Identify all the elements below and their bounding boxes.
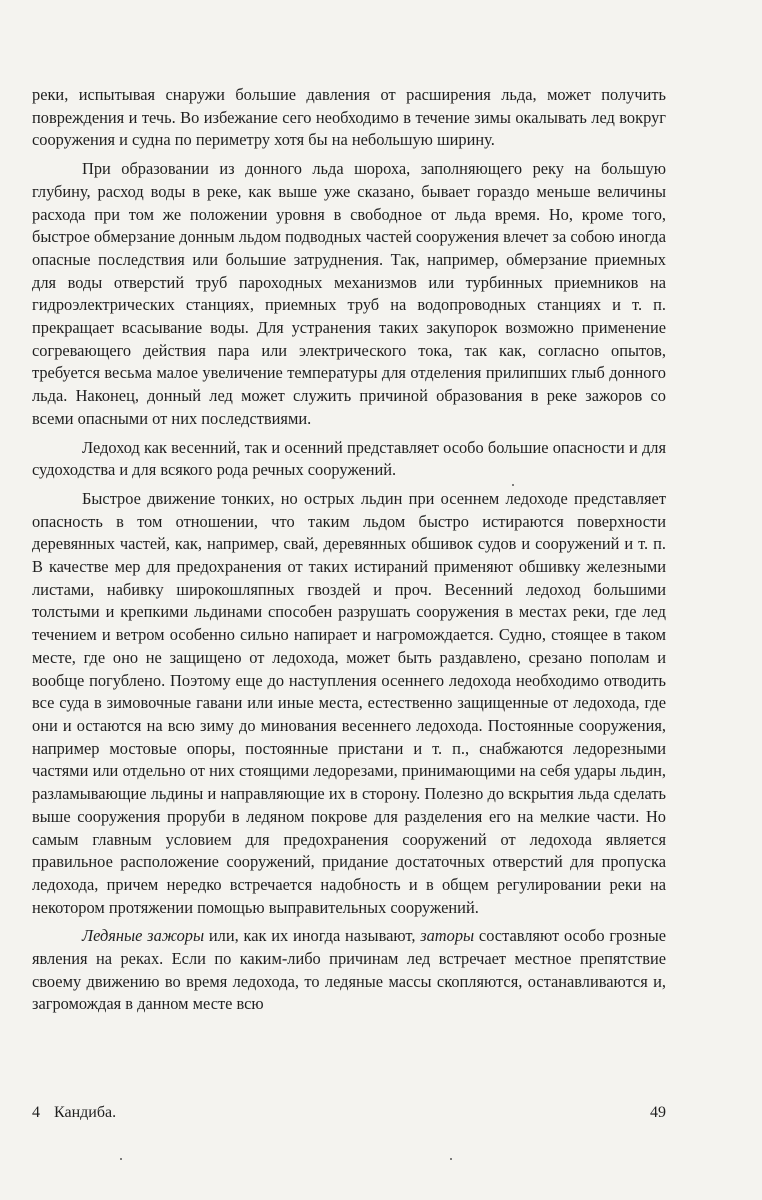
paragraph-ledohod: Ледоход как весенний, так и осенний представляет особо большие опасности и для судоходства и для всякого рода речных сооружений. — [32, 437, 666, 480]
paragraph-zazhory-mid: или, как их иногда называют, — [204, 926, 421, 946]
paragraph-continuation: реки, испытывая снаружи большие давления от расширения льда, может получить повреждения и течь. Во избежание сего необходимо в течение зимы окалывать лед вокруг сооружения и судна по периметру хотя бы на небольшую ширину. — [32, 85, 666, 150]
term-zatory: заторы — [420, 926, 475, 946]
signature-name: Кандиба. — [54, 1104, 117, 1121]
scan-speck — [512, 484, 514, 486]
signature-number: 4 — [32, 1104, 40, 1121]
body-text — [32, 84, 666, 1016]
paragraph-osenniy-ledohod: Быстрое движение тонких, но острых льдин при осеннем ледоходе представляет опасность в том отношении, что таким льдом быстро истираются поверхности деревянных частей, как, например, свай, деревянных обшивок судов и сооружений и т. п. В качестве мер для предохранения от таких истираний применяют обшивку железными листами, набивку широкошляпных гвоздей и проч. Весенний ледоход большими толстыми и крепкими льдинами способен разрушать сооружения в местах реки, где лед течением и ветром особенно сильно напирает и нагромождается. Судно, стоящее в таком месте, где оно не защищено от ледохода, может быть раздавлено, срезано пополам и вообще погублено. Поэтому еще до наступления осеннего ледохода необходимо отводить все суда в зимовочные гавани или иные места, естественно защищенные от ледохода, где они и остаются на всю зиму до минования весеннего ледохода. Постоянные сооружения, например мостовые опоры, постоянные пристани и т. п., снабжаются ледорезными частями или отдельно от них стоящими ледорезами, принимающими на себя удары льдин, разламывающие льдины и направляющие их в сторону. Полезно до вскрытия льда сделать выше сооружения проруби в ледяном покрове для разделения его на мелкие части. Но самым главным условием для предохранения сооружений от ледохода является правильное расположение сооружений, придание достаточных отверстий для пропуска ледохода, причем нередко встречается надобность и в общем регулировании реки на некотором протяжении помощью выправительных сооружений. — [32, 488, 666, 917]
printer-signature — [32, 1104, 116, 1122]
paragraph-zazhory — [32, 925, 666, 1016]
scan-speck — [120, 1158, 122, 1160]
paragraph-donny-led: При образовании из донного льда шороха, заполняющего реку на большую глубину, расход воды в реке, как выше уже сказано, бывает гораздо меньше величины расхода при том же положении уровня в свободное от льда время. Но, кроме того, быстрое обмерзание донным льдом подводных частей сооружения влечет за собою иногда опасные последствия или большие затруднения. Так, например, обмерзание приемных для воды отверстий труб пароходных механизмов или турбинных приемников на гидроэлектрических станциях, приемных труб на водопроводных станциях и т. п. прекращает всасывание воды. Для устранения таких закупорок возможно применение согревающего действия пара или электрического тока, так как, согласно опытов, требуется весьма малое увеличение температуры для отделения прилипших глыб донного льда. Наконец, донный лед может служить причиной образования в реке зажоров со всеми опасными от них последствиями. — [32, 159, 666, 428]
term-ledyanye-zazhory: Ледяные зажоры — [82, 926, 205, 946]
page-number: 49 — [650, 1104, 666, 1121]
scan-speck — [450, 1158, 452, 1160]
page-footer — [32, 1104, 666, 1122]
paragraph-zazhory-rest: составляют особо грозные явления на реках. Если по каким-либо причинам лед встречает местное препятствие своему движению во время ледохода, то ледяные массы скопляются, останавливаются и, загромождая в данном месте всю — [32, 926, 666, 1014]
